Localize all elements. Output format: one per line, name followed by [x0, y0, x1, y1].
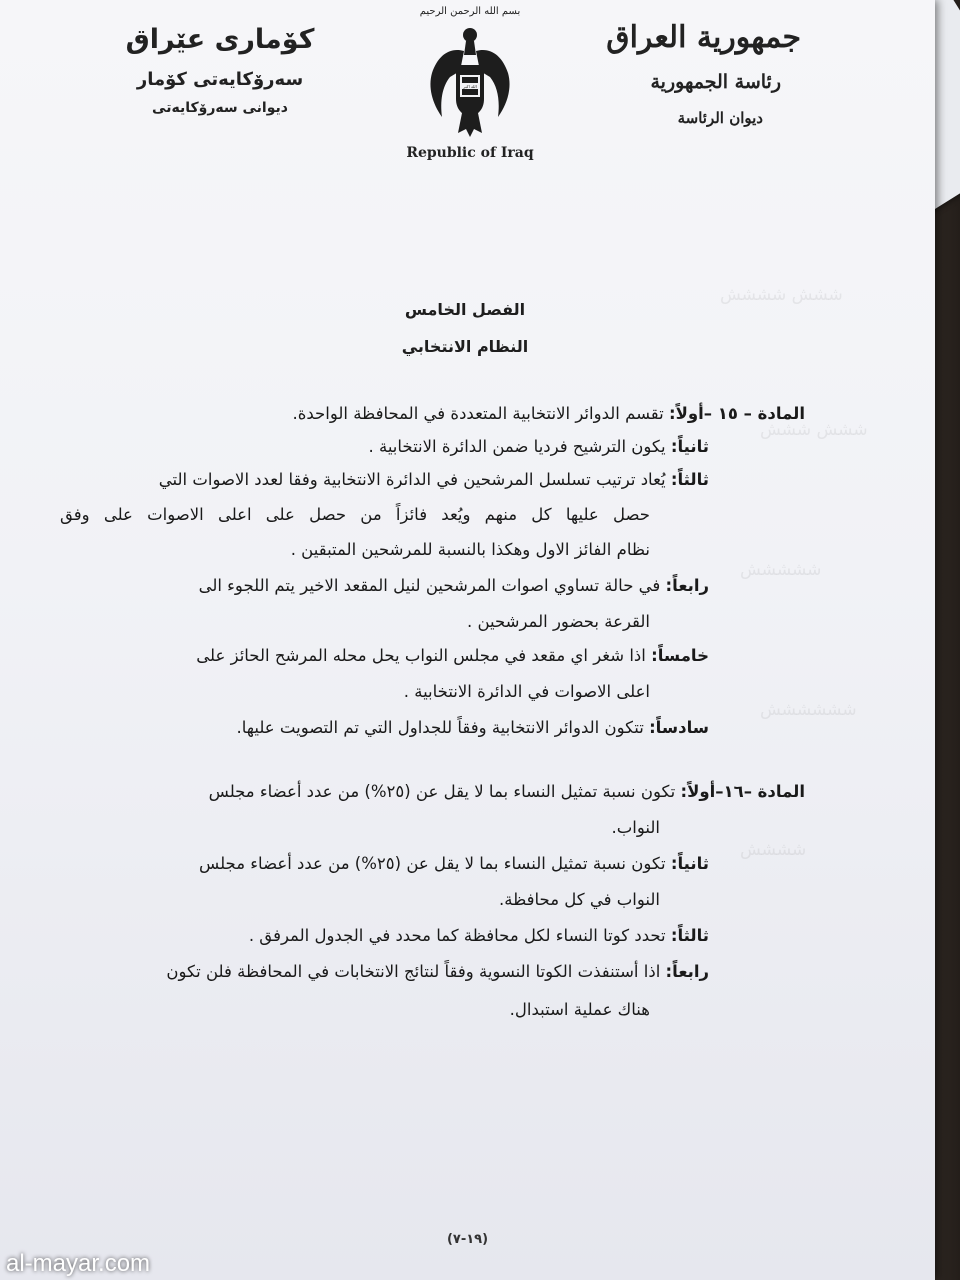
- site-watermark: al-mayar.com: [6, 1250, 151, 1277]
- emblem-block: [400, 6, 540, 161]
- header-republic-arabic: جمهورية العراق: [606, 20, 801, 55]
- article16-p4-line1: اذا أستنفذت الكوتا النسوية وفقاً لنتائج الانتخابات في المحافظة فلن تكون: [166, 962, 661, 981]
- article16-paragraph-4: [109, 962, 709, 981]
- svg-text:الله اكبر: الله اكبر: [463, 84, 477, 89]
- emblem-caption: Republic of Iraq: [406, 145, 534, 161]
- show-through-text: شششش: [740, 840, 807, 860]
- article16-p2-label: ثانياً:: [670, 854, 709, 873]
- article15-p3-line3: نظام الفائز الاول وهكذا بالنسبة للمرشحين المتبقين .: [290, 540, 650, 559]
- article15-paragraph-2: [368, 437, 709, 456]
- header-kurdish-block: [120, 24, 320, 116]
- article15-label: المادة – ١٥ –: [703, 404, 805, 423]
- article15-p4-label: رابعاً:: [665, 576, 709, 595]
- article15-paragraph-5: [119, 646, 709, 665]
- article15-paragraph-4: [119, 576, 709, 595]
- article15-p6-label: سادساً:: [649, 718, 709, 737]
- eagle-emblem-icon: [410, 21, 530, 141]
- header-arabic-block: [606, 20, 801, 127]
- article15-p2-text: يكون الترشيح فرديا ضمن الدائرة الانتخابية .: [368, 437, 666, 456]
- show-through-text: شششششش: [760, 700, 857, 720]
- article16-p2-line2: النواب في كل محافظة.: [499, 890, 660, 909]
- article15-p1-text: تقسم الدوائر الانتخابية المتعددة في المحافظة الواحدة.: [292, 404, 664, 423]
- show-through-text: ششش ششش: [760, 420, 868, 440]
- article16-p4-label: رابعاً:: [665, 962, 709, 981]
- page-reference: (١٩-٧): [446, 1232, 489, 1247]
- header-republic-kurdish: كۆمارى عێراق: [125, 24, 315, 55]
- article16-paragraph-3: [249, 926, 709, 945]
- article16-label: المادة –١٦–: [715, 782, 805, 801]
- article16-first-line: [115, 782, 805, 801]
- article15-paragraph-3: [127, 470, 709, 489]
- header-diwan-arabic: ديوان الرئاسة: [677, 109, 763, 127]
- article15-p2-label: ثانياً:: [670, 437, 709, 456]
- article15-p5-label: خامساً:: [651, 646, 709, 665]
- article16-p3-text: تحدد كوتا النساء لكل محافظة كما محدد في الجدول المرفق .: [248, 926, 666, 945]
- article16-p1-line2: النواب.: [611, 818, 660, 837]
- article15-p6-text: تتكون الدوائر الانتخابية وفقاً للجداول التي تم التصويت عليها.: [236, 718, 644, 737]
- show-through-text: ششششش: [740, 560, 822, 580]
- article16-p4-line2: هناك عملية استبدال.: [509, 1000, 650, 1019]
- article16-paragraph-2: [109, 854, 709, 873]
- header-presidency-kurdish: سەرۆكايەتى كۆمار: [136, 69, 304, 90]
- article15-p5-line1: اذا شغر اي مقعد في مجلس النواب يحل محله المرشح الحائز على: [196, 646, 646, 665]
- chapter-title: الفصل الخامس: [404, 300, 526, 319]
- article15-p4-line2: القرعة بحضور المرشحين .: [466, 612, 650, 631]
- article15-p1-label: أولاً:: [668, 404, 704, 423]
- article15-p3-label: ثالثاً:: [670, 470, 709, 489]
- basmala-text: بسم الله الرحمن الرحيم: [419, 6, 521, 17]
- article15-p3-line2: حصل عليها كل منهم ويُعد فائزاً من حصل على اعلى الاصوات على وفق: [60, 505, 650, 524]
- header-diwan-kurdish: ديوانى سەرۆكايەتى: [152, 100, 288, 116]
- chapter-subtitle: النظام الانتخابي: [401, 337, 529, 356]
- article15-first-line: [105, 404, 805, 423]
- article16-p3-label: ثالثاً:: [670, 926, 709, 945]
- article15-p3-line1: يُعاد ترتيب تسلسل المرشحين في الدائرة الانتخابية وفقا لعدد الاصوات التي: [158, 470, 666, 489]
- article16-p1-line1: تكون نسبة تمثيل النساء بما لا يقل عن (٢٥%) من عدد أعضاء مجلس: [208, 782, 676, 801]
- header-presidency-arabic: رئاسة الجمهورية: [650, 71, 781, 93]
- article15-paragraph-6: [236, 718, 709, 737]
- article15-p5-line2: اعلى الاصوات في الدائرة الانتخابية .: [403, 682, 650, 701]
- show-through-text: ششش شششش: [720, 285, 843, 305]
- article15-p4-line1: في حالة تساوي اصوات المرشحين لنيل المقعد الاخير يتم اللجوء الى: [198, 576, 661, 595]
- article16-p1-label: أولاً:: [680, 782, 716, 801]
- article16-p2-line1: تكون نسبة تمثيل النساء بما لا يقل عن (٢٥%) من عدد أعضاء مجلس: [199, 854, 666, 873]
